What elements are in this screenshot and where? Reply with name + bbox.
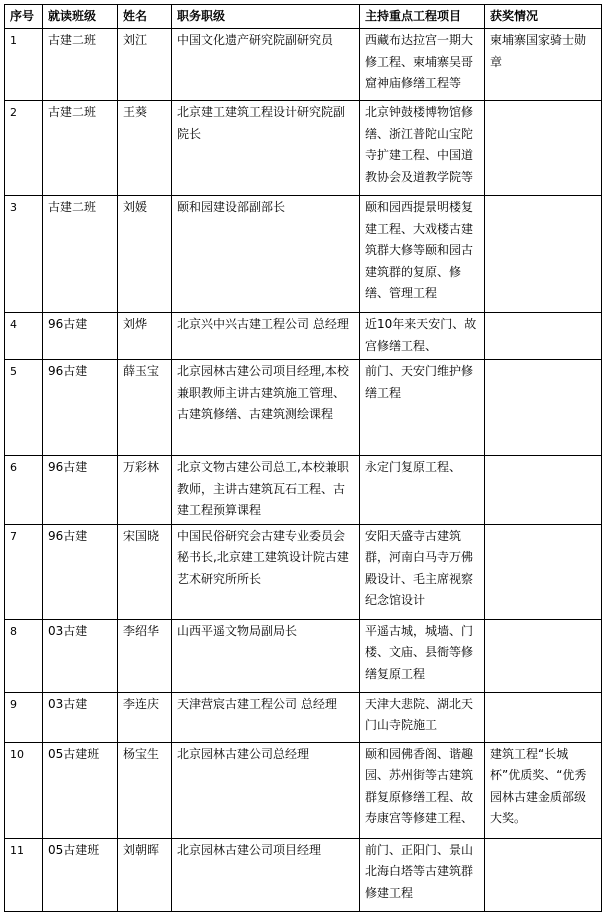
cell-name: 刘江 [118, 29, 172, 101]
cell-no: 1 [5, 29, 43, 101]
cell-name: 李绍华 [118, 619, 172, 692]
cell-position: 北京建工建筑工程设计研究院副院长 [172, 101, 360, 196]
cell-class: 05古建班 [43, 838, 118, 911]
cell-class: 03古建 [43, 692, 118, 742]
cell-name: 王葵 [118, 101, 172, 196]
table-row [5, 524, 602, 619]
cell-no: 8 [5, 619, 43, 692]
header-position: 职务职级 [172, 5, 360, 29]
cell-class: 96古建 [43, 313, 118, 360]
cell-no: 7 [5, 524, 43, 619]
cell-awards: 建筑工程“长城杯”优质奖、“优秀园林古建金质部级大奖。 [485, 742, 602, 838]
cell-projects: 前门、正阳门、景山北海白塔等古建筑群修建工程 [360, 838, 485, 911]
table-row [5, 456, 602, 525]
cell-projects: 北京钟鼓楼博物馆修缮、浙江普陀山宝陀寺扩建工程、中国道教协会及道教学院等 [360, 101, 485, 196]
cell-name: 薛玉宝 [118, 360, 172, 456]
header-name: 姓名 [118, 5, 172, 29]
cell-projects: 前门、天安门维护修缮工程 [360, 360, 485, 456]
cell-class: 古建二班 [43, 196, 118, 313]
cell-name: 万彩林 [118, 456, 172, 525]
table-row [5, 101, 602, 196]
cell-projects: 颐和园西提景明楼复建工程、大戏楼古建筑群大修等颐和园古建筑群的复原、修缮、管理工程 [360, 196, 485, 313]
cell-position: 北京文物古建公司总工,本校兼职教师，主讲古建筑瓦石工程、古建工程预算课程 [172, 456, 360, 525]
table-row [5, 29, 602, 101]
cell-projects: 平遥古城，城墙、门楼、文庙、县衙等修缮复原工程 [360, 619, 485, 692]
cell-awards [485, 456, 602, 525]
cell-no: 5 [5, 360, 43, 456]
cell-position: 中国民俗研究会古建专业委员会秘书长,北京建工建筑设计院古建艺术研究所所长 [172, 524, 360, 619]
header-no: 序号 [5, 5, 43, 29]
cell-class: 96古建 [43, 524, 118, 619]
table-row [5, 619, 602, 692]
cell-class: 03古建 [43, 619, 118, 692]
table-row [5, 196, 602, 313]
cell-awards [485, 360, 602, 456]
cell-name: 刘朝晖 [118, 838, 172, 911]
cell-class: 05古建班 [43, 742, 118, 838]
header-projects: 主持重点工程项目 [360, 5, 485, 29]
cell-no: 3 [5, 196, 43, 313]
cell-awards [485, 524, 602, 619]
cell-class: 古建二班 [43, 101, 118, 196]
cell-awards [485, 196, 602, 313]
header-class: 就读班级 [43, 5, 118, 29]
cell-class: 96古建 [43, 456, 118, 525]
cell-no: 4 [5, 313, 43, 360]
cell-no: 10 [5, 742, 43, 838]
cell-projects: 安阳天盛寺古建筑群，河南白马寺万佛殿设计、毛主席视察纪念馆设计 [360, 524, 485, 619]
cell-no: 11 [5, 838, 43, 911]
cell-awards [485, 101, 602, 196]
cell-name: 杨宝生 [118, 742, 172, 838]
cell-no: 2 [5, 101, 43, 196]
cell-position: 北京园林古建公司总经理 [172, 742, 360, 838]
cell-name: 刘烨 [118, 313, 172, 360]
cell-no: 9 [5, 692, 43, 742]
cell-projects: 天津大悲院、湖北天门山寺院施工 [360, 692, 485, 742]
table-row [5, 313, 602, 360]
cell-position: 天津营宸古建工程公司 总经理 [172, 692, 360, 742]
cell-name: 宋国晓 [118, 524, 172, 619]
cell-awards: 柬埔寨国家骑士勋章 [485, 29, 602, 101]
cell-position: 北京园林古建公司项目经理 [172, 838, 360, 911]
cell-projects: 西藏布达拉宫一期大修工程、柬埔寨吴哥窟神庙修缮工程等 [360, 29, 485, 101]
cell-projects: 近10年来天安门、故宫修缮工程、 [360, 313, 485, 360]
cell-class: 96古建 [43, 360, 118, 456]
cell-projects: 永定门复原工程、 [360, 456, 485, 525]
cell-class: 古建二班 [43, 29, 118, 101]
table-header-row [5, 5, 602, 29]
cell-awards [485, 313, 602, 360]
cell-position: 颐和园建设部副部长 [172, 196, 360, 313]
table-row [5, 742, 602, 838]
cell-awards [485, 838, 602, 911]
header-awards: 获奖情况 [485, 5, 602, 29]
cell-awards [485, 692, 602, 742]
cell-name: 刘媛 [118, 196, 172, 313]
table-row [5, 360, 602, 456]
cell-position: 山西平遥文物局副局长 [172, 619, 360, 692]
alumni-table [4, 4, 602, 912]
cell-no: 6 [5, 456, 43, 525]
cell-position: 中国文化遗产研究院副研究员 [172, 29, 360, 101]
table-row [5, 692, 602, 742]
cell-projects: 颐和园佛香阁、谐趣园、苏州街等古建筑群复原修缮工程、故寿康宫等修建工程、 [360, 742, 485, 838]
cell-awards [485, 619, 602, 692]
table-row [5, 838, 602, 911]
cell-name: 李连庆 [118, 692, 172, 742]
cell-position: 北京兴中兴古建工程公司 总经理 [172, 313, 360, 360]
cell-position: 北京园林古建公司项目经理,本校兼职教师主讲古建筑施工管理、古建筑修缮、古建筑测绘课程 [172, 360, 360, 456]
document-page [4, 4, 601, 900]
